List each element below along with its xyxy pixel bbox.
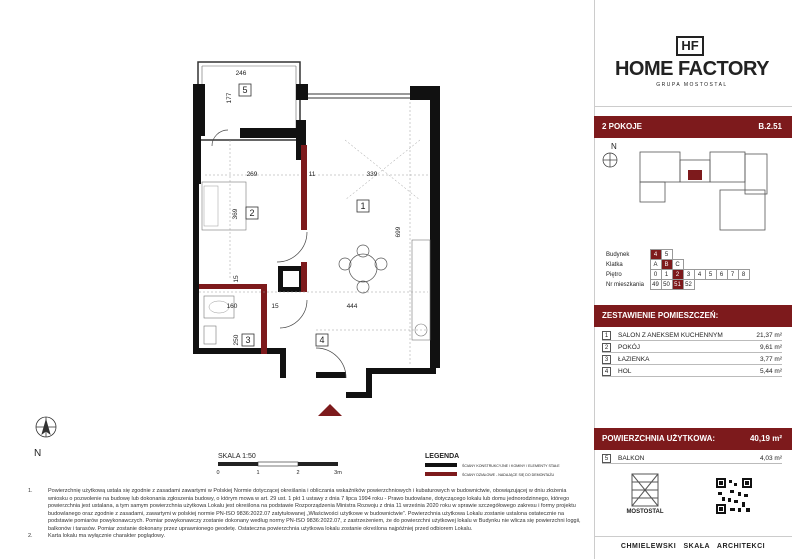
room-label-2: 2 (249, 208, 255, 218)
compass-icon (36, 417, 56, 437)
site-plan (600, 140, 790, 240)
mostostal-text: MOSTOSTAL (626, 509, 664, 515)
compass-letter: N (34, 448, 42, 459)
row-floor: Piętro 0 1 2 3 4 5 6 7 8 (602, 270, 749, 280)
legend-item-partition: ŚCIANY DZIAŁOWE - NADAJĄCE SIĘ DO DEMONTAŻU (462, 473, 555, 477)
scale-tick-2: 2 (296, 470, 300, 476)
brand-name: HOME FACTORY (614, 58, 769, 80)
row-apartment-no: Nr mieszkania 49 50 51 52 (602, 280, 749, 290)
room-row-1: 1 SALON Z ANEKSEM KUCHENNYM 21,37 m² (602, 330, 782, 341)
room-row-4: 4 HOL 5,44 m² (602, 366, 782, 377)
usable-area-value: 40,19 m² (749, 434, 782, 443)
site-compass-letter: N (611, 142, 617, 151)
room-row-balcony: 5 BALKON 4,03 m² (602, 453, 782, 464)
footnote-1: 1. Powierzchnię użytkową ustala się zgodnie z zasadami zawartymi w Polskiej Normie dotyczącej określania i obliczania wskaźników powierzchniowych i kubaturowych w budownictwie, obowiązującej w dniu złożenia wniosku o pozwolenie na budowę lub dokonania zgłoszenia budowy, o którym mowa w art. 29 ust. 1 pkt 1 ustawy z dnia 7 lipca 1994 roku - Prawo budowlane, dotyczącego lokalu lub domu jednorodzinnego, którego powierzchnia jest ustalana, a tym samym powierzchnia użytkowa Lokalu jest określona na podstawie Rozporządzenia Ministra Rozwoju z dnia 11 września 2020 roku w sprawie szczegółowego zakresu i formy projektu budowlanego oraz zgodnie z zasadami, zawartymi w polskiej normie PN-ISO 9836:2022.07 zatytułowanej „Właściwości użytkowe w budownictwie”. Powierzchnia użytkowa Lokalu zostanie ustalona ostatecznie na podstawie pomiarów powykonawczych. Pomiar powykonawczy zostanie dokonany według normy PN-ISO 9836:2022.07, z zastrzeżeniem, że do powierzchni użytkowej lokalu w Budynku nie wlicza się powierzchni loggii, balkonów i tarasów. Pomiar zostanie dokonany przez uprawnionego geodetę. Ostateczna powierzchnia użytkowa lokalu zostanie określona najpóźniej przed odbiorem Lokalu. (28, 488, 581, 532)
dim-salon-width: 339 (366, 171, 378, 178)
dim-balcony-depth: 177 (226, 92, 233, 104)
dim-wall: 11 (308, 171, 316, 178)
dim-15a: 15 (233, 275, 240, 283)
scale-label: SKALA 1:50 (218, 453, 256, 460)
dim-balcony-width: 246 (235, 70, 247, 77)
room-row-3: 3 ŁAZIENKA 3,77 m² (602, 354, 782, 365)
dim-salon-depth: 699 (395, 226, 402, 238)
row-staircase: Klatka A B C (602, 260, 749, 270)
dim-15b: 15 (271, 303, 279, 310)
row-building: Budynek 4 5 (602, 250, 749, 260)
brand-mark: HF (676, 36, 704, 56)
room-label-3: 3 (245, 335, 251, 345)
dim-room2-width: 269 (246, 171, 258, 178)
qr-code (716, 478, 752, 514)
apartment-code: B.2.51 (758, 122, 782, 131)
scale-bar (218, 462, 338, 466)
dim-hall-width: 444 (346, 303, 358, 310)
brand-group: GRUPA MOSTOSTAL (656, 82, 728, 88)
apartment-location-marker (688, 170, 702, 180)
summary-header: ZESTAWIENIE POMIESZCZEŃ: (594, 305, 792, 327)
legend-title: LEGENDA (425, 453, 460, 460)
legend-swatch-structural (425, 463, 457, 467)
site-compass-icon (603, 153, 617, 167)
usable-area-bar: POWIERZCHNIA UŻYTKOWA: 40,19 m² (594, 428, 792, 450)
scale-tick-1: 1 (256, 470, 260, 476)
scale-tick-3: 3m (334, 470, 342, 476)
dim-bath-width: 160 (226, 303, 238, 310)
room-label-1: 1 (360, 201, 366, 211)
footnote-2: 2. Karta lokalu ma wyłącznie charakter poglądowy. (28, 533, 165, 539)
legend-item-structural: ŚCIANY KONSTRUKCYJNE / KOMINY / ELEMENTY STAŁE (462, 464, 560, 468)
rooms-label: 2 POKOJE (602, 122, 643, 131)
room-label-5: 5 (242, 85, 248, 95)
room-label-4: 4 (319, 335, 325, 345)
scale-tick-0: 0 (216, 470, 220, 476)
legend-swatch-partition (425, 472, 457, 476)
architects-footer: CHMIELEWSKI SKAŁA ARCHITEKCI (620, 543, 766, 550)
dim-bath-depth: 250 (233, 334, 240, 346)
footnotes (18, 488, 583, 541)
room-row-2: 2 POKÓJ 9,61 m² (602, 342, 782, 353)
dining-table (339, 245, 387, 293)
dim-room2-depth: 369 (232, 208, 239, 220)
location-table (602, 249, 750, 290)
entrance-arrow-icon (318, 404, 342, 416)
apartment-header (594, 116, 792, 138)
